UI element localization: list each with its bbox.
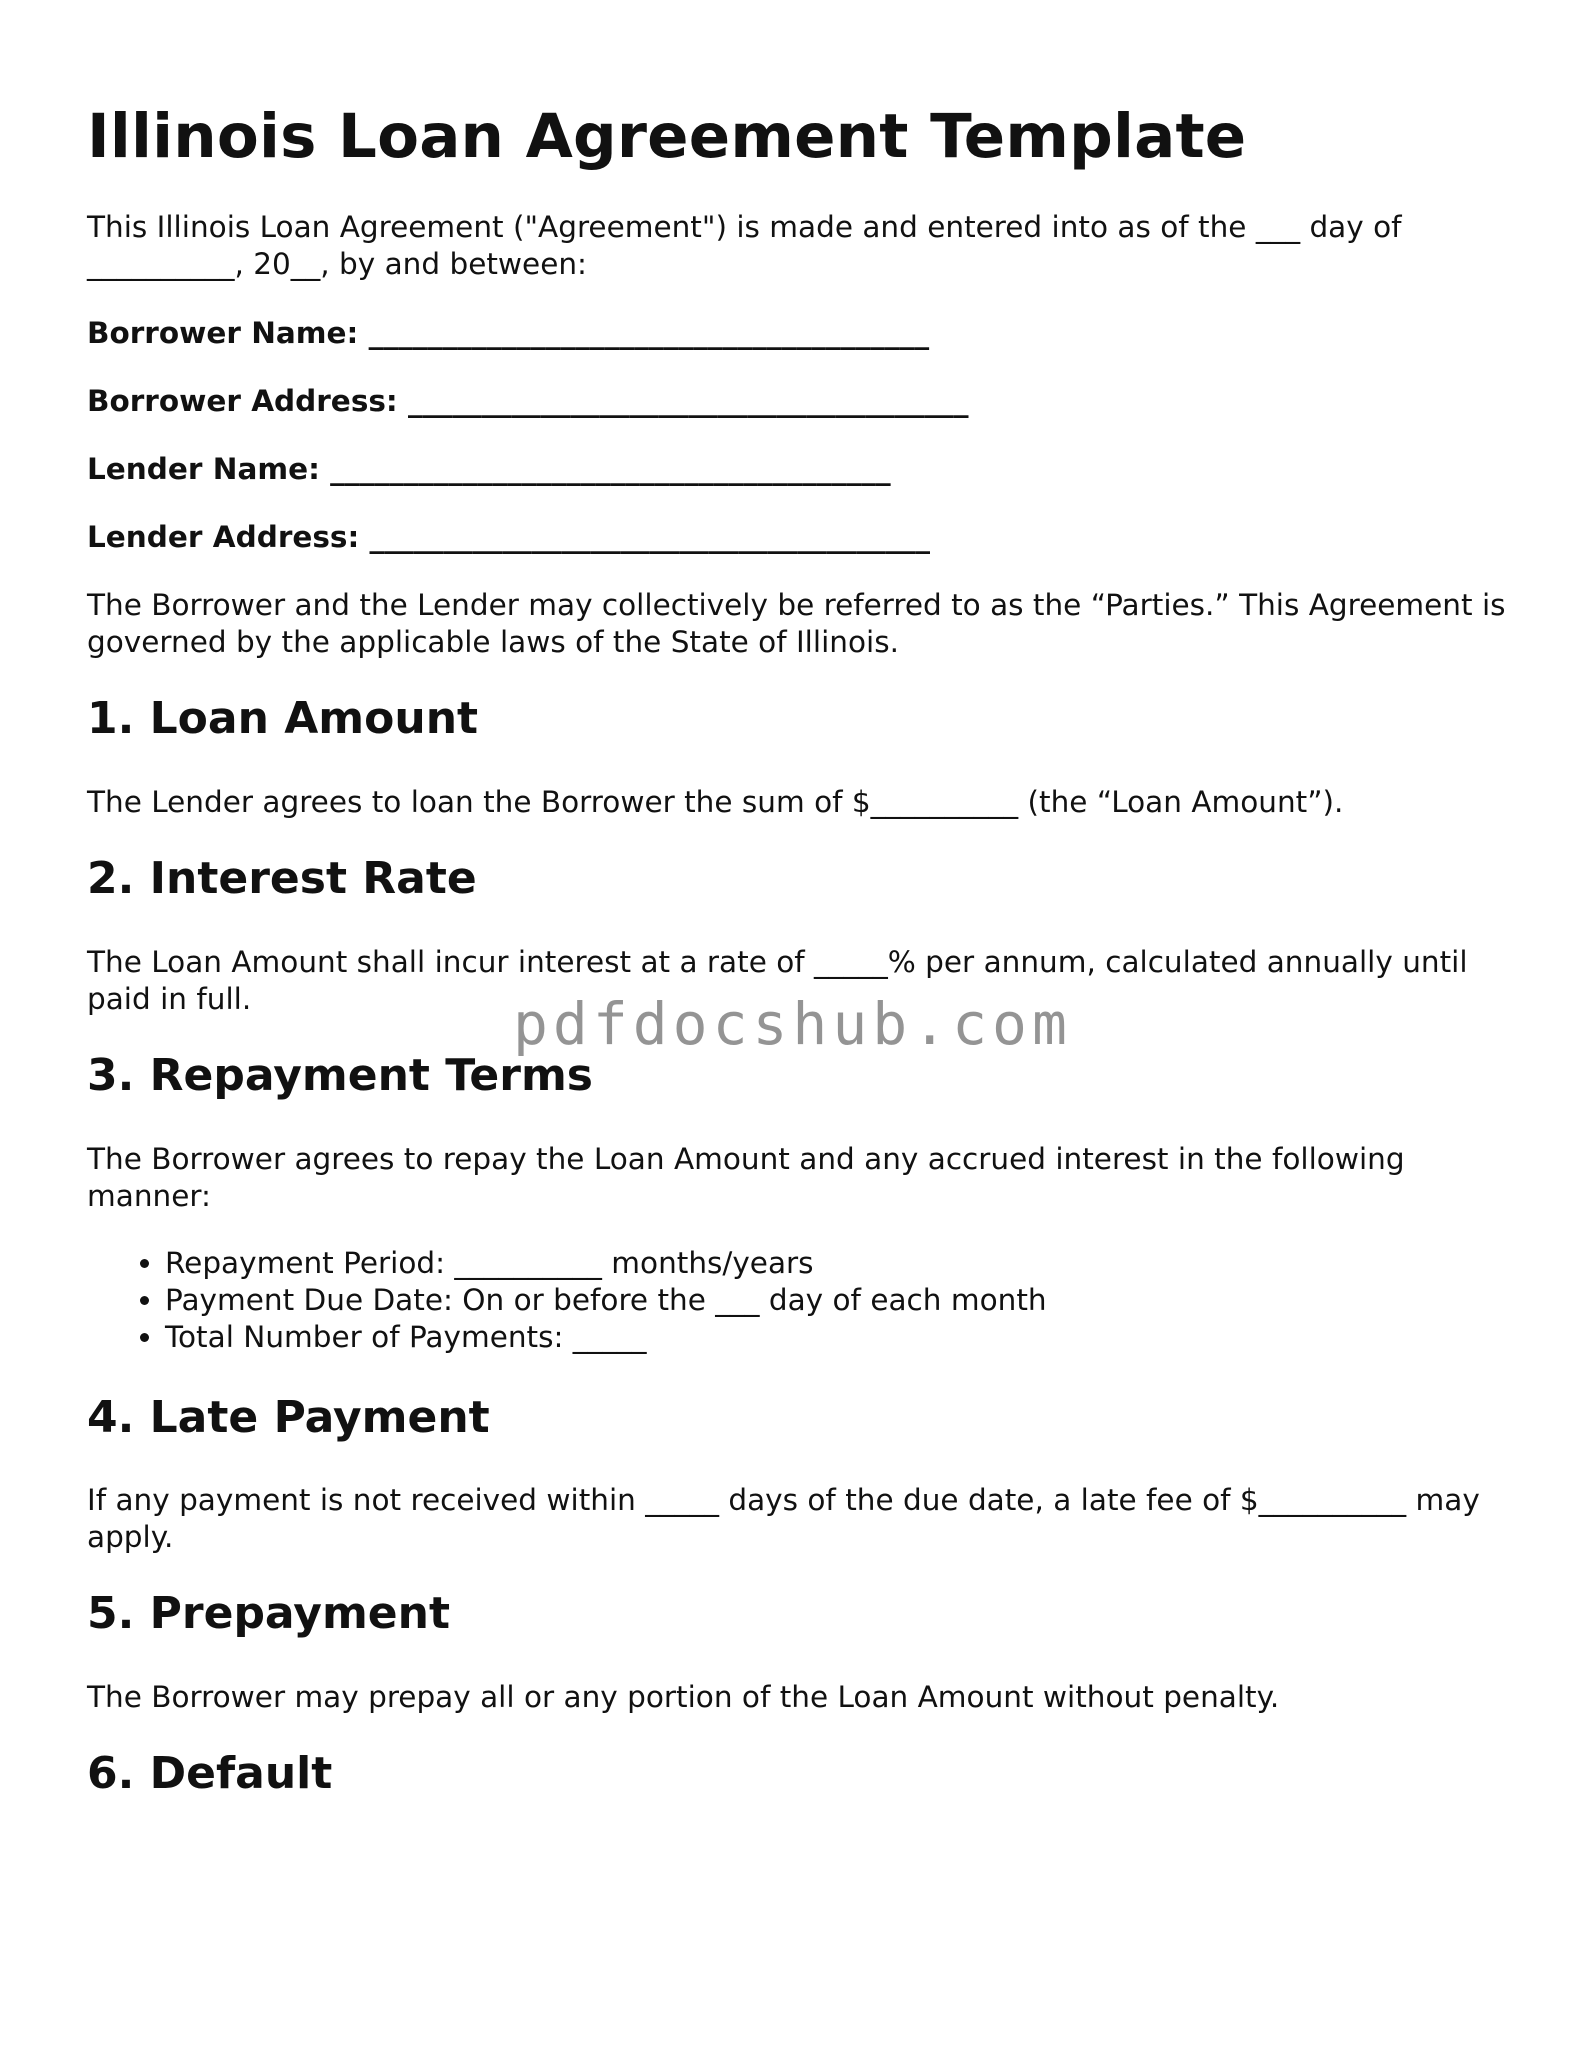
document-page bbox=[87, 100, 1507, 1839]
section-heading-prepayment: 5. Prepayment bbox=[87, 1588, 450, 1640]
borrower-address-field: Borrower Address: ______________________________________ bbox=[87, 384, 969, 419]
section-body-interest-rate: The Loan Amount shall incur interest at a rate of _____% per annum, calculated annually until paid in full. bbox=[87, 944, 1468, 1016]
borrower-name-field: Borrower Name: ______________________________________ bbox=[87, 316, 930, 351]
section-heading-loan-amount: 1. Loan Amount bbox=[87, 693, 479, 745]
section-heading-repayment-terms: 3. Repayment Terms bbox=[87, 1049, 593, 1101]
section-heading-default: 6. Default bbox=[87, 1748, 333, 1800]
list-item-payment-due-date: • Payment Due Date: On or before the ___ day of each month bbox=[165, 1282, 1507, 1319]
lender-address-field: Lender Address: ______________________________________ bbox=[87, 520, 931, 555]
lender-name-field: Lender Name: ______________________________________ bbox=[87, 452, 891, 487]
section-body-late-payment: If any payment is not received within _____ days of the due date, a late fee of $__________ may apply. bbox=[87, 1483, 1480, 1555]
repayment-terms-list bbox=[87, 1245, 1507, 1356]
intro-paragraph: This Illinois Loan Agreement ("Agreement") is made and entered into as of the ___ day of __________, 20__, by and between: bbox=[87, 210, 1402, 282]
list-item-total-payments: • Total Number of Payments: _____ bbox=[165, 1319, 1507, 1356]
list-item-repayment-period: • Repayment Period: __________ months/years bbox=[165, 1245, 1507, 1282]
section-heading-interest-rate: 2. Interest Rate bbox=[87, 852, 477, 904]
section-body-prepayment: The Borrower may prepay all or any portion of the Loan Amount without penalty. bbox=[87, 1680, 1280, 1715]
parties-paragraph: The Borrower and the Lender may collectively be referred to as the “Parties.” This Agreement is governed by the applicable laws of the State of Illinois. bbox=[87, 588, 1506, 660]
section-body-repayment-terms: The Borrower agrees to repay the Loan Amount and any accrued interest in the following manner: bbox=[87, 1141, 1405, 1213]
watermark-text: pdfdocshub.com bbox=[513, 990, 1072, 1058]
section-body-loan-amount: The Lender agrees to loan the Borrower the sum of $__________ (the “Loan Amount”). bbox=[87, 784, 1344, 819]
document-title: Illinois Loan Agreement Template bbox=[87, 101, 1247, 172]
section-heading-late-payment: 4. Late Payment bbox=[87, 1391, 490, 1443]
